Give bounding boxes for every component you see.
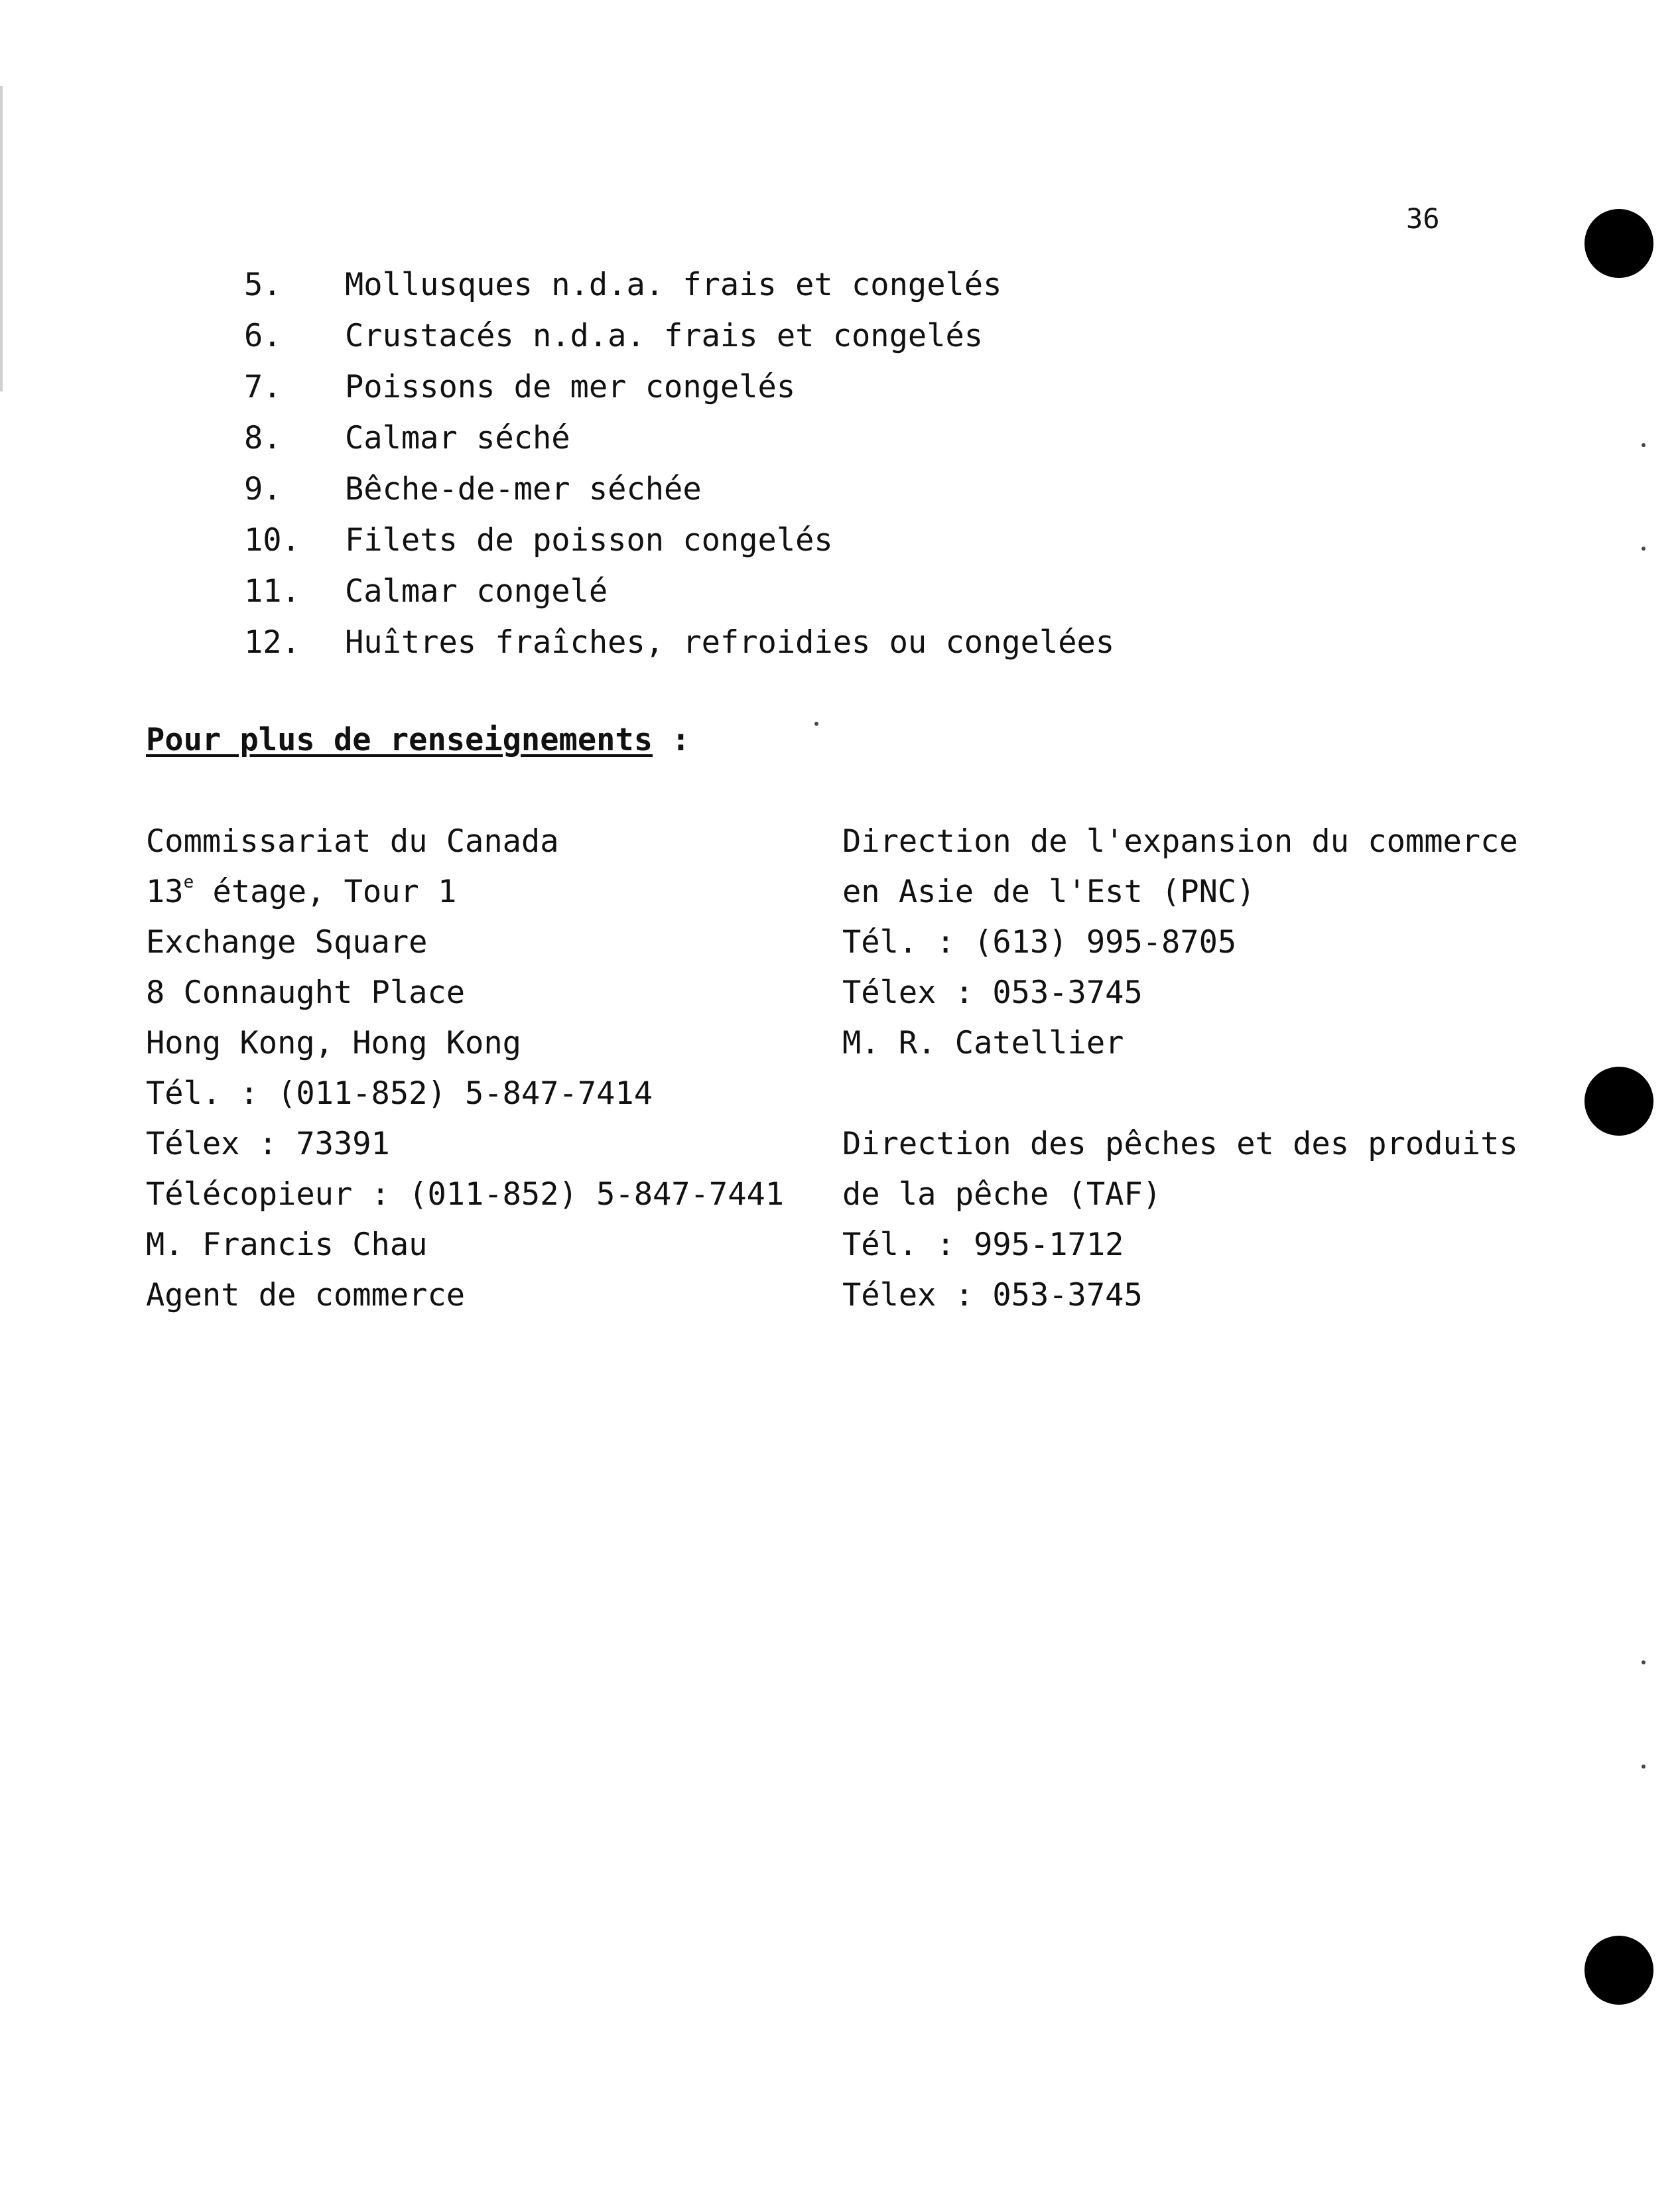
contact-line: en Asie de l'Est (PNC) bbox=[842, 874, 1256, 910]
list-item-text: Bêche-de-mer séchée bbox=[345, 471, 702, 507]
contact-phone: Tél. : 995-1712 bbox=[842, 1227, 1124, 1263]
page-number: 36 bbox=[1406, 202, 1440, 235]
scan-speck bbox=[1642, 1765, 1646, 1769]
list-item-number: 5. bbox=[244, 267, 282, 303]
list-item-text: Calmar congelé bbox=[345, 573, 608, 610]
scan-speck bbox=[1642, 547, 1646, 551]
list-item-text: Calmar séché bbox=[345, 420, 570, 456]
contact-telex: Télex : 053-3745 bbox=[842, 1277, 1143, 1313]
list-item-number: 8. bbox=[244, 420, 282, 456]
punch-hole bbox=[1584, 209, 1653, 278]
list-item-text: Huîtres fraîches, refroidies ou congelées bbox=[345, 624, 1115, 661]
contact-line: Direction de l'expansion du commerce bbox=[842, 823, 1518, 860]
list-item-number: 10. bbox=[244, 522, 300, 559]
list-item-number: 12. bbox=[244, 624, 300, 661]
contact-phone: Tél. : (613) 995-8705 bbox=[842, 924, 1237, 961]
scan-speck bbox=[814, 722, 818, 726]
contact-telex: Télex : 73391 bbox=[146, 1126, 390, 1162]
contact-line: Hong Kong, Hong Kong bbox=[146, 1025, 521, 1061]
floor-rest: étage, Tour 1 bbox=[194, 874, 457, 910]
list-item-number: 9. bbox=[244, 471, 282, 507]
list-item-text: Filets de poisson congelés bbox=[345, 522, 833, 559]
scan-speck bbox=[1642, 443, 1646, 447]
contact-line: de la pêche (TAF) bbox=[842, 1176, 1162, 1213]
list-item-text: Poissons de mer congelés bbox=[345, 369, 796, 405]
contact-line: Exchange Square bbox=[146, 924, 428, 961]
contact-fax: Télécopieur : (011-852) 5-847-7441 bbox=[146, 1176, 785, 1213]
contact-title: Agent de commerce bbox=[146, 1277, 466, 1313]
contact-line: Direction des pêches et des produits bbox=[842, 1126, 1518, 1162]
scan-edge-line bbox=[0, 86, 3, 391]
contact-telex: Télex : 053-3745 bbox=[842, 974, 1143, 1011]
contact-line: 8 Connaught Place bbox=[146, 974, 466, 1011]
contact-line-floor bbox=[146, 874, 456, 911]
list-item-text: Mollusques n.d.a. frais et congelés bbox=[345, 267, 1002, 303]
list-item-number: 11. bbox=[244, 573, 300, 610]
floor-number: 13 bbox=[146, 874, 184, 910]
list-item-number: 6. bbox=[244, 318, 282, 354]
contact-person: M. R. Catellier bbox=[842, 1025, 1124, 1061]
floor-suffix: e bbox=[183, 872, 194, 892]
list-item-number: 7. bbox=[244, 369, 282, 405]
contact-person: M. Francis Chau bbox=[146, 1227, 428, 1263]
punch-hole bbox=[1584, 1936, 1653, 2005]
section-heading-colon: : bbox=[653, 722, 690, 758]
list-item-text: Crustacés n.d.a. frais et congelés bbox=[345, 318, 984, 354]
scan-speck bbox=[1642, 1660, 1646, 1664]
section-heading bbox=[146, 722, 690, 759]
contact-line: Commissariat du Canada bbox=[146, 823, 559, 860]
contact-phone: Tél. : (011-852) 5-847-7414 bbox=[146, 1075, 653, 1112]
section-heading-text: Pour plus de renseignements bbox=[146, 722, 653, 758]
punch-hole bbox=[1584, 1067, 1653, 1136]
